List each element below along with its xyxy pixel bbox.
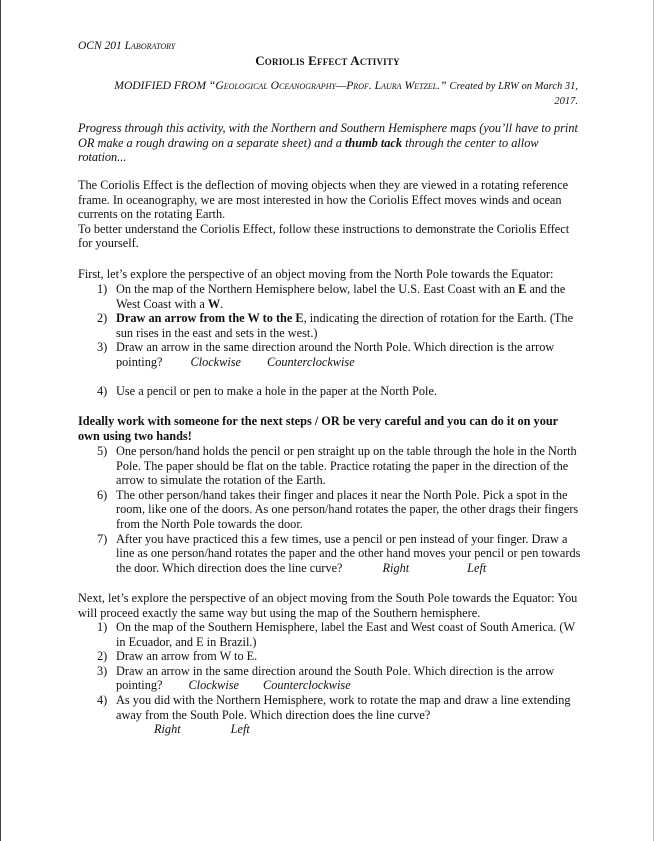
north-step-1: 1) On the map of the Northern Hemisphere below, label the U.S. East Coast with an E and the West Coast with a W.: [97, 282, 566, 311]
north-step-2: 2) Draw an arrow from the W to the E, indicating the direction of rotation for the Earth. (The sun rises in the east and sets in the west.): [97, 311, 574, 340]
north-step-4-list: [97, 384, 582, 399]
south-step-1: 1) On the map of the Southern Hemisphere, label the East and West coast of South America. (W in Ecuador, and E in Brazil.): [97, 620, 575, 649]
intro-paragraph: Progress through this activity, with the Northern and Southern Hemisphere maps (you’ll have to print OR make a rough drawing on a separate sheet) and a thumb tack through the center to allow rotation...: [78, 121, 578, 165]
answer-option-counterclockwise: Counterclockwise: [267, 354, 355, 369]
definition-instructions: To better understand the Coriolis Effect, follow these instructions to demonstrate the Coriolis Effect for yourself.: [78, 221, 570, 251]
thumb-tack-bold: thumb tack: [344, 135, 403, 150]
answer-option-right: Right: [154, 722, 181, 737]
source-credit: [100, 79, 578, 108]
page-title: Coriolis Effect Activity: [255, 53, 400, 68]
answer-option-right: Right: [382, 560, 410, 575]
south-steps-list: [97, 620, 582, 737]
step-6: 6) The other person/hand takes their finger and places it near the North Pole. Pick a spot in the room, like one of the doors. As one person/hand rotates the paper, the other drags their fingers from the North Pole towards the door.: [97, 487, 579, 531]
step-5: 5) One person/hand holds the pencil or pen straight up on the table through the hole in the North Pole. The paper should be flat on the table. Practice rotating the paper in the direction of the arrow to simulate the rotation of the Earth.: [97, 444, 577, 488]
created-by: Created by LRW on March 31, 2017.: [449, 81, 578, 107]
north-step-4: 4) Use a pencil or pen to make a hole in the paper at the North Pole.: [97, 384, 437, 398]
page-border-right: [653, 0, 654, 841]
modified-from: MODIFIED FROM “Geological Oceanography—Prof. Laura Wetzel.”: [114, 79, 447, 92]
definition-paragraph: [78, 178, 580, 251]
definition-text: The Coriolis Effect is the deflection of moving objects when they are viewed in a rotating reference frame. In oceanography, we are most interested in how the Coriolis Effect moves winds and ocean currents on the rotating Earth.: [78, 178, 569, 222]
north-intro: First, let’s explore the perspective of an object moving from the North Pole towards the Equator:: [78, 267, 554, 281]
course-label: OCN 201 Laboratory: [78, 40, 176, 52]
answer-option-counterclockwise: Counterclockwise: [263, 678, 351, 693]
north-steps-list: [97, 282, 582, 370]
together-heading: Ideally work with someone for the next steps / OR be very careful and you can do it on your own using two hands!: [78, 414, 558, 443]
together-steps-list: [97, 444, 582, 575]
answer-option-clockwise: Clockwise: [190, 354, 241, 369]
south-intro: Next, let’s explore the perspective of an object moving from the South Pole towards the Equator: You will proceed exactly the same way but using the map of the Southern hemisphere.: [78, 591, 578, 620]
answer-option-left: Left: [230, 722, 250, 737]
south-step-3: 3) Draw an arrow in the same direction around the South Pole. Which direction is the arrow pointing? Clockwise Counterclockwise: [97, 663, 555, 693]
answer-option-left: Left: [467, 560, 487, 575]
south-step-4: 4) As you did with the Northern Hemisphere, work to rotate the map and draw a line extending away from the South Pole. Which direction does the line curve? Right Left: [97, 692, 571, 737]
south-step-2: 2) Draw an arrow from W to E.: [97, 649, 258, 664]
answer-option-clockwise: Clockwise: [188, 678, 239, 693]
north-step-3: 3) Draw an arrow in the same direction around the North Pole. Which direction is the arrow pointing? Clockwise Counterclockwise: [97, 340, 555, 369]
step-7: 7) After you have practiced this a few times, use a pencil or pen instead of your finger. Draw a line as one person/hand rotates the paper and the other hand moves your pencil or pen towards the door. Which direction does the line curve? Right Left: [97, 531, 581, 575]
page-border-left: [0, 0, 1, 841]
